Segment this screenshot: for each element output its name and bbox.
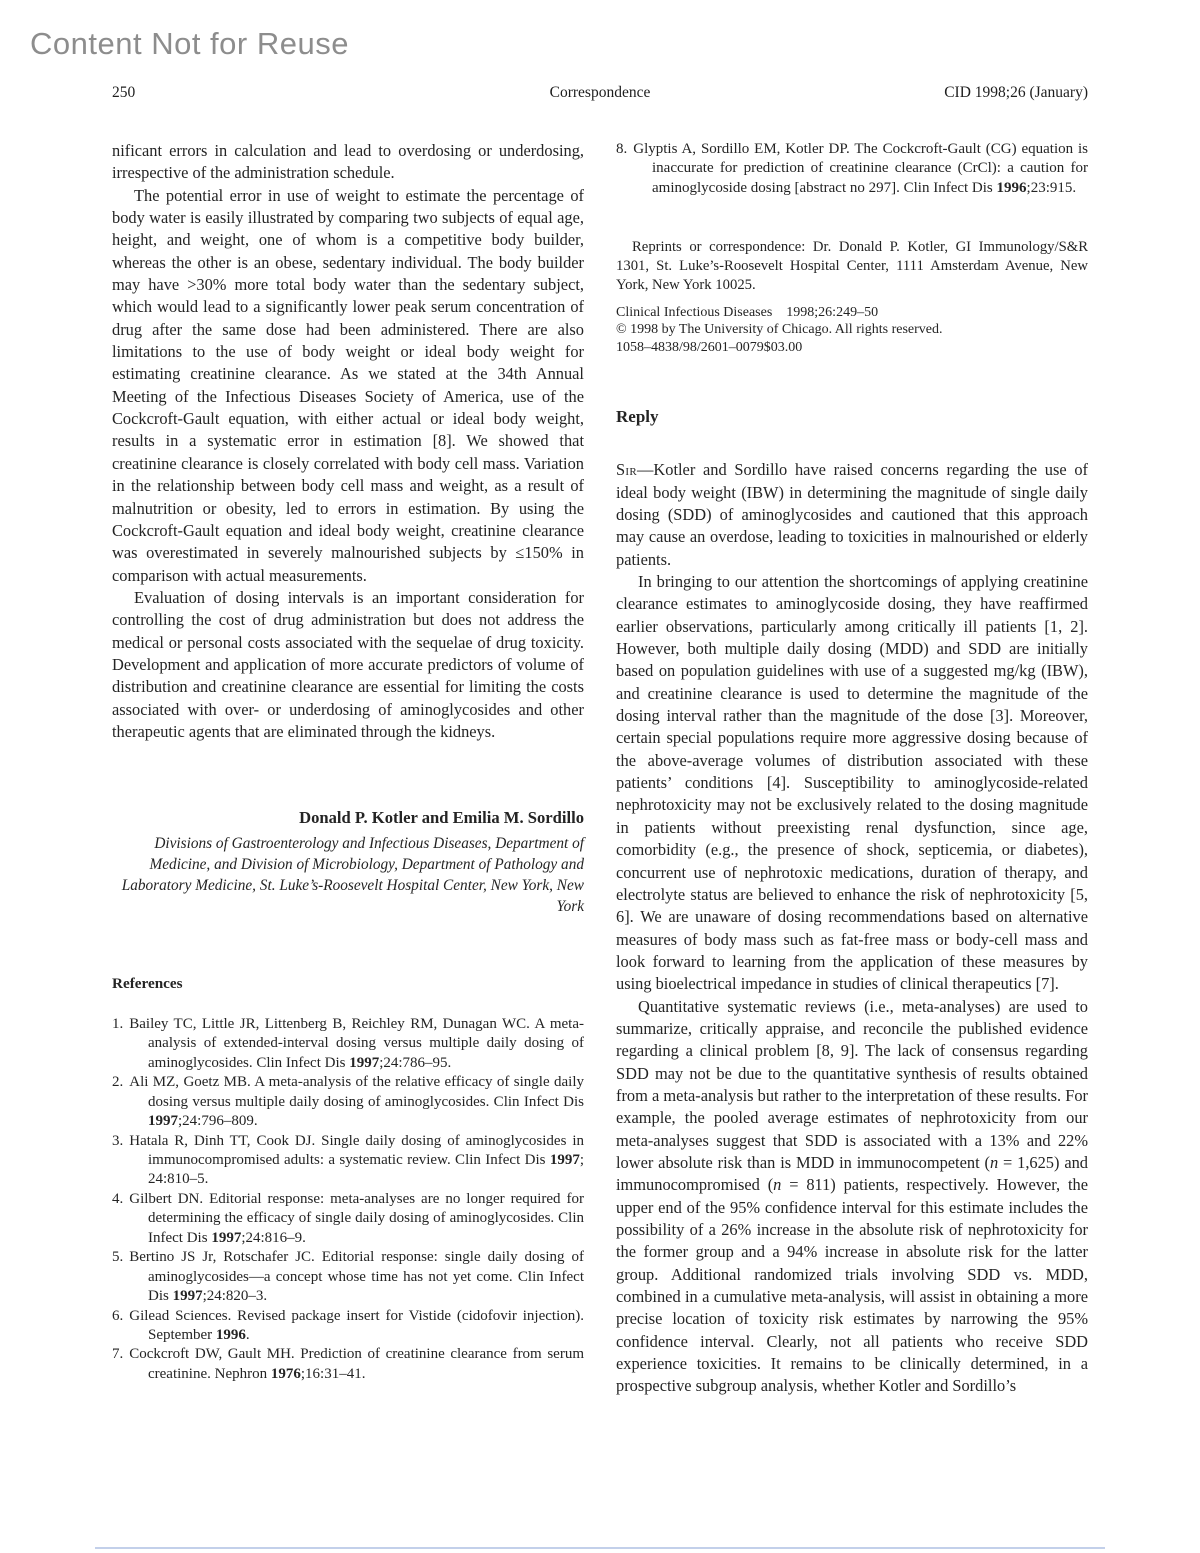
left-column (112, 140, 584, 1384)
body-paragraph: The potential error in use of weight to estimate the percentage of body water is easily illustrated by comparing two subjects of equal age, height, and weight, one of whom is a competitive body builder, whereas the other is an obese, sedentary individual. The body builder may have >30% more total body water than the sedentary subject, which would lead to a significantly lower peak serum concentration of drug after the same dose had been administered. There are also limitations to the use of body weight or ideal body weight for estimating creatinine clearance. As we stated at the 34th Annual Meeting of the Infectious Diseases Society of America, use of the Cockcroft-Gault equation, with either actual or ideal body weight, results in a systematic error in estimation [8]. We showed that creatinine clearance is closely correlated with body cell mass. Variation in the relationship between body cell mass and weight, as a result of malnutrition or obesity, led to errors in estimation. By using the Cockcroft-Gault equation and ideal body weight, creatinine clearance was overestimated in severely malnourished subjects by ≤150% in comparison with actual measurements. (112, 185, 584, 585)
reply-paragraph: Quantitative systematic reviews (i.e., meta-analyses) are used to summarize, critically appraise, and reconcile the published evidence regarding a clinical problem [8, 9]. The lack of consensus regarding SDD may not be due to the quantitative synthesis of results obtained from a meta-analysis but rather to the interpretation of these results. For example, the pooled average estimates of nephrotoxicity from our meta-analyses suggest that SDD is associated with a 13% and 22% lower absolute risk than is MDD in immunocompetent (n = 1,625) and immunocompromised (n = 811) patients, respectively. However, the upper end of the 95% confidence interval for this estimate includes the possibility of a 26% increase in the absolute risk of nephrotoxicity for the former group and a 94% increase in absolute risk for the latter group. Additional randomized trials involving SDD vs. MDD, combined in a cumulative meta-analysis, will assist in obtaining a more precise location of toxicity risk estimates by narrowing the 95% confidence interval. Clearly, not all patients who receive SDD experience toxicities. It remains to be clinically determined, in a prospective subgroup analysis, whether Kotler and Sordillo’s (616, 996, 1088, 1396)
page-header (112, 84, 1088, 102)
reprints-note: Reprints or correspondence: Dr. Donald P. Kotler, GI Immunology/S&R 1301, St. Luke’s-Roosevelt Hospital Center, 1111 Amsterdam Avenue, New York, New York 10025. (616, 239, 1088, 293)
reference-item: 5. Bertino JS Jr, Rotschafer JC. Editorial response: single daily dosing of aminoglycosides—a concept whose time has not yet come. Clin Infect Dis 1997;24:820–3. (112, 1249, 584, 1305)
reply-heading: Reply (616, 406, 659, 426)
running-title: Correspondence (549, 84, 651, 101)
body-paragraph: nificant errors in calculation and lead to overdosing or underdosing, irrespective of the administration schedule. (112, 141, 584, 183)
reference-item: 1. Bailey TC, Little JR, Littenberg B, Reichley RM, Dunagan WC. A meta-analysis of extended-interval dosing versus multiple daily dosing of aminoglycosides. Clin Infect Dis 1997;24:786–95. (112, 1015, 584, 1071)
signature-block (112, 807, 584, 917)
content-not-for-reuse-watermark: Content Not for Reuse (30, 26, 349, 61)
reference-item: 2. Ali MZ, Goetz MB. A meta-analysis of the relative efficacy of single daily dosing versus multiple daily dosing of aminoglycosides. Clin Infect Dis 1997;24:796–809. (112, 1074, 584, 1130)
reference-item: 3. Hatala R, Dinh TT, Cook DJ. Single daily dosing of aminoglycosides in immunocompromised adults: a systematic review. Clin Infect Dis 1997; 24:810–5. (112, 1132, 584, 1188)
right-column (616, 140, 1088, 1398)
reference-item: 6. Gilead Sciences. Revised package insert for Vistide (cidofovir injection). September 1996. (112, 1307, 584, 1344)
page-bottom-rule (95, 1547, 1105, 1549)
journal-info-block (616, 304, 1088, 356)
reference-item: 8. Glyptis A, Sordillo EM, Kotler DP. The Cockcroft-Gault (CG) equation is inaccurate for prediction of creatinine clearance (CrCl): a caution for aminoglycoside dosing [abstract no 297]. Clin Infect Dis 1996;23:915. (616, 141, 1088, 196)
reference-item: 7. Cockcroft DW, Gault MH. Prediction of creatinine clearance from serum creatinine. Nephron 1976;16:31–41. (112, 1346, 584, 1382)
body-paragraph: Evaluation of dosing intervals is an important consideration for controlling the cost of drug administration but does not address the medical or personal costs associated with the sequelae of drug toxicity. Development and application of more accurate predictors of volume of distribution and creatinine clearance are essential for limiting the costs associated with over- or underdosing of aminoglycosides and other therapeutic agents that are eliminated through the kidneys. (112, 587, 584, 741)
reply-paragraph: Sir—Kotler and Sordillo have raised concerns regarding the use of ideal body weight (IBW) in determining the magnitude of single daily dosing (SDD) of aminoglycosides and cautioned that this approach may cause an overdose, leading to toxicities in malnourished or elderly patients. (616, 460, 1088, 569)
reply-paragraph: In bringing to our attention the shortcomings of applying creatinine clearance estimates to aminoglycoside dosing, they have reaffirmed earlier observations, particularly among critically ill patients [1, 2]. However, both multiple daily dosing (MDD) and SDD are initially based on population guidelines with use of a suggested mg/kg (IBW), and creatinine clearance is used to determine the magnitude of the dosing interval rather than the magnitude of the dose [3]. Moreover, certain special populations require more aggressive dosing because of the above-average volumes of distribution associated with these patients’ conditions [4]. Susceptibility to aminoglycoside-related nephrotoxicity may not be exclusively related to the dosing magnitude in patients without preexisting renal dysfunction, since age, comorbidity (e.g., the presence of shock, septicemia, or diabetes), concurrent use of nephrotoxic medications, duration of therapy, and electrolyte status are believed to enhance the risk of nephrotoxicity [5, 6]. We are unaware of dosing recommendations based on alternative measures of body mass such as fat-free mass or body-cell mass and look forward to learning from the application of these measures by using bioelectrical impedance in studies of clinical therapeutics [7]. (616, 572, 1088, 994)
issn-line: 1058–4838/98/2601–0079$03.00 (616, 339, 803, 355)
reference-list-continued (616, 140, 1088, 198)
reference-list (112, 1015, 584, 1385)
journal-info-line: Clinical Infectious Diseases 1998;26:249–50 (616, 304, 879, 320)
author-names: Donald P. Kotler and Emilia M. Sordillo (299, 808, 584, 828)
author-affiliation: Divisions of Gastroenterology and Infectious Diseases, Department of Medicine, and Division of Microbiology, Department of Pathology and Laboratory Medicine, St. Luke’s-Roosevelt Hospital Center, New York, New York (121, 834, 584, 916)
references-heading: References (112, 975, 183, 993)
journal-citation: CID 1998;26 (January) (944, 84, 1088, 101)
copyright-line: © 1998 by The University of Chicago. All rights reserved. (616, 322, 943, 338)
page-number: 250 (112, 84, 136, 101)
sir-salutation: Sir (616, 460, 638, 480)
reply-body (616, 459, 1088, 1397)
reference-item: 4. Gilbert DN. Editorial response: meta-analyses are no longer required for determining the efficacy of single daily dosing of aminoglycosides. Clin Infect Dis 1997;24:816–9. (112, 1190, 584, 1246)
